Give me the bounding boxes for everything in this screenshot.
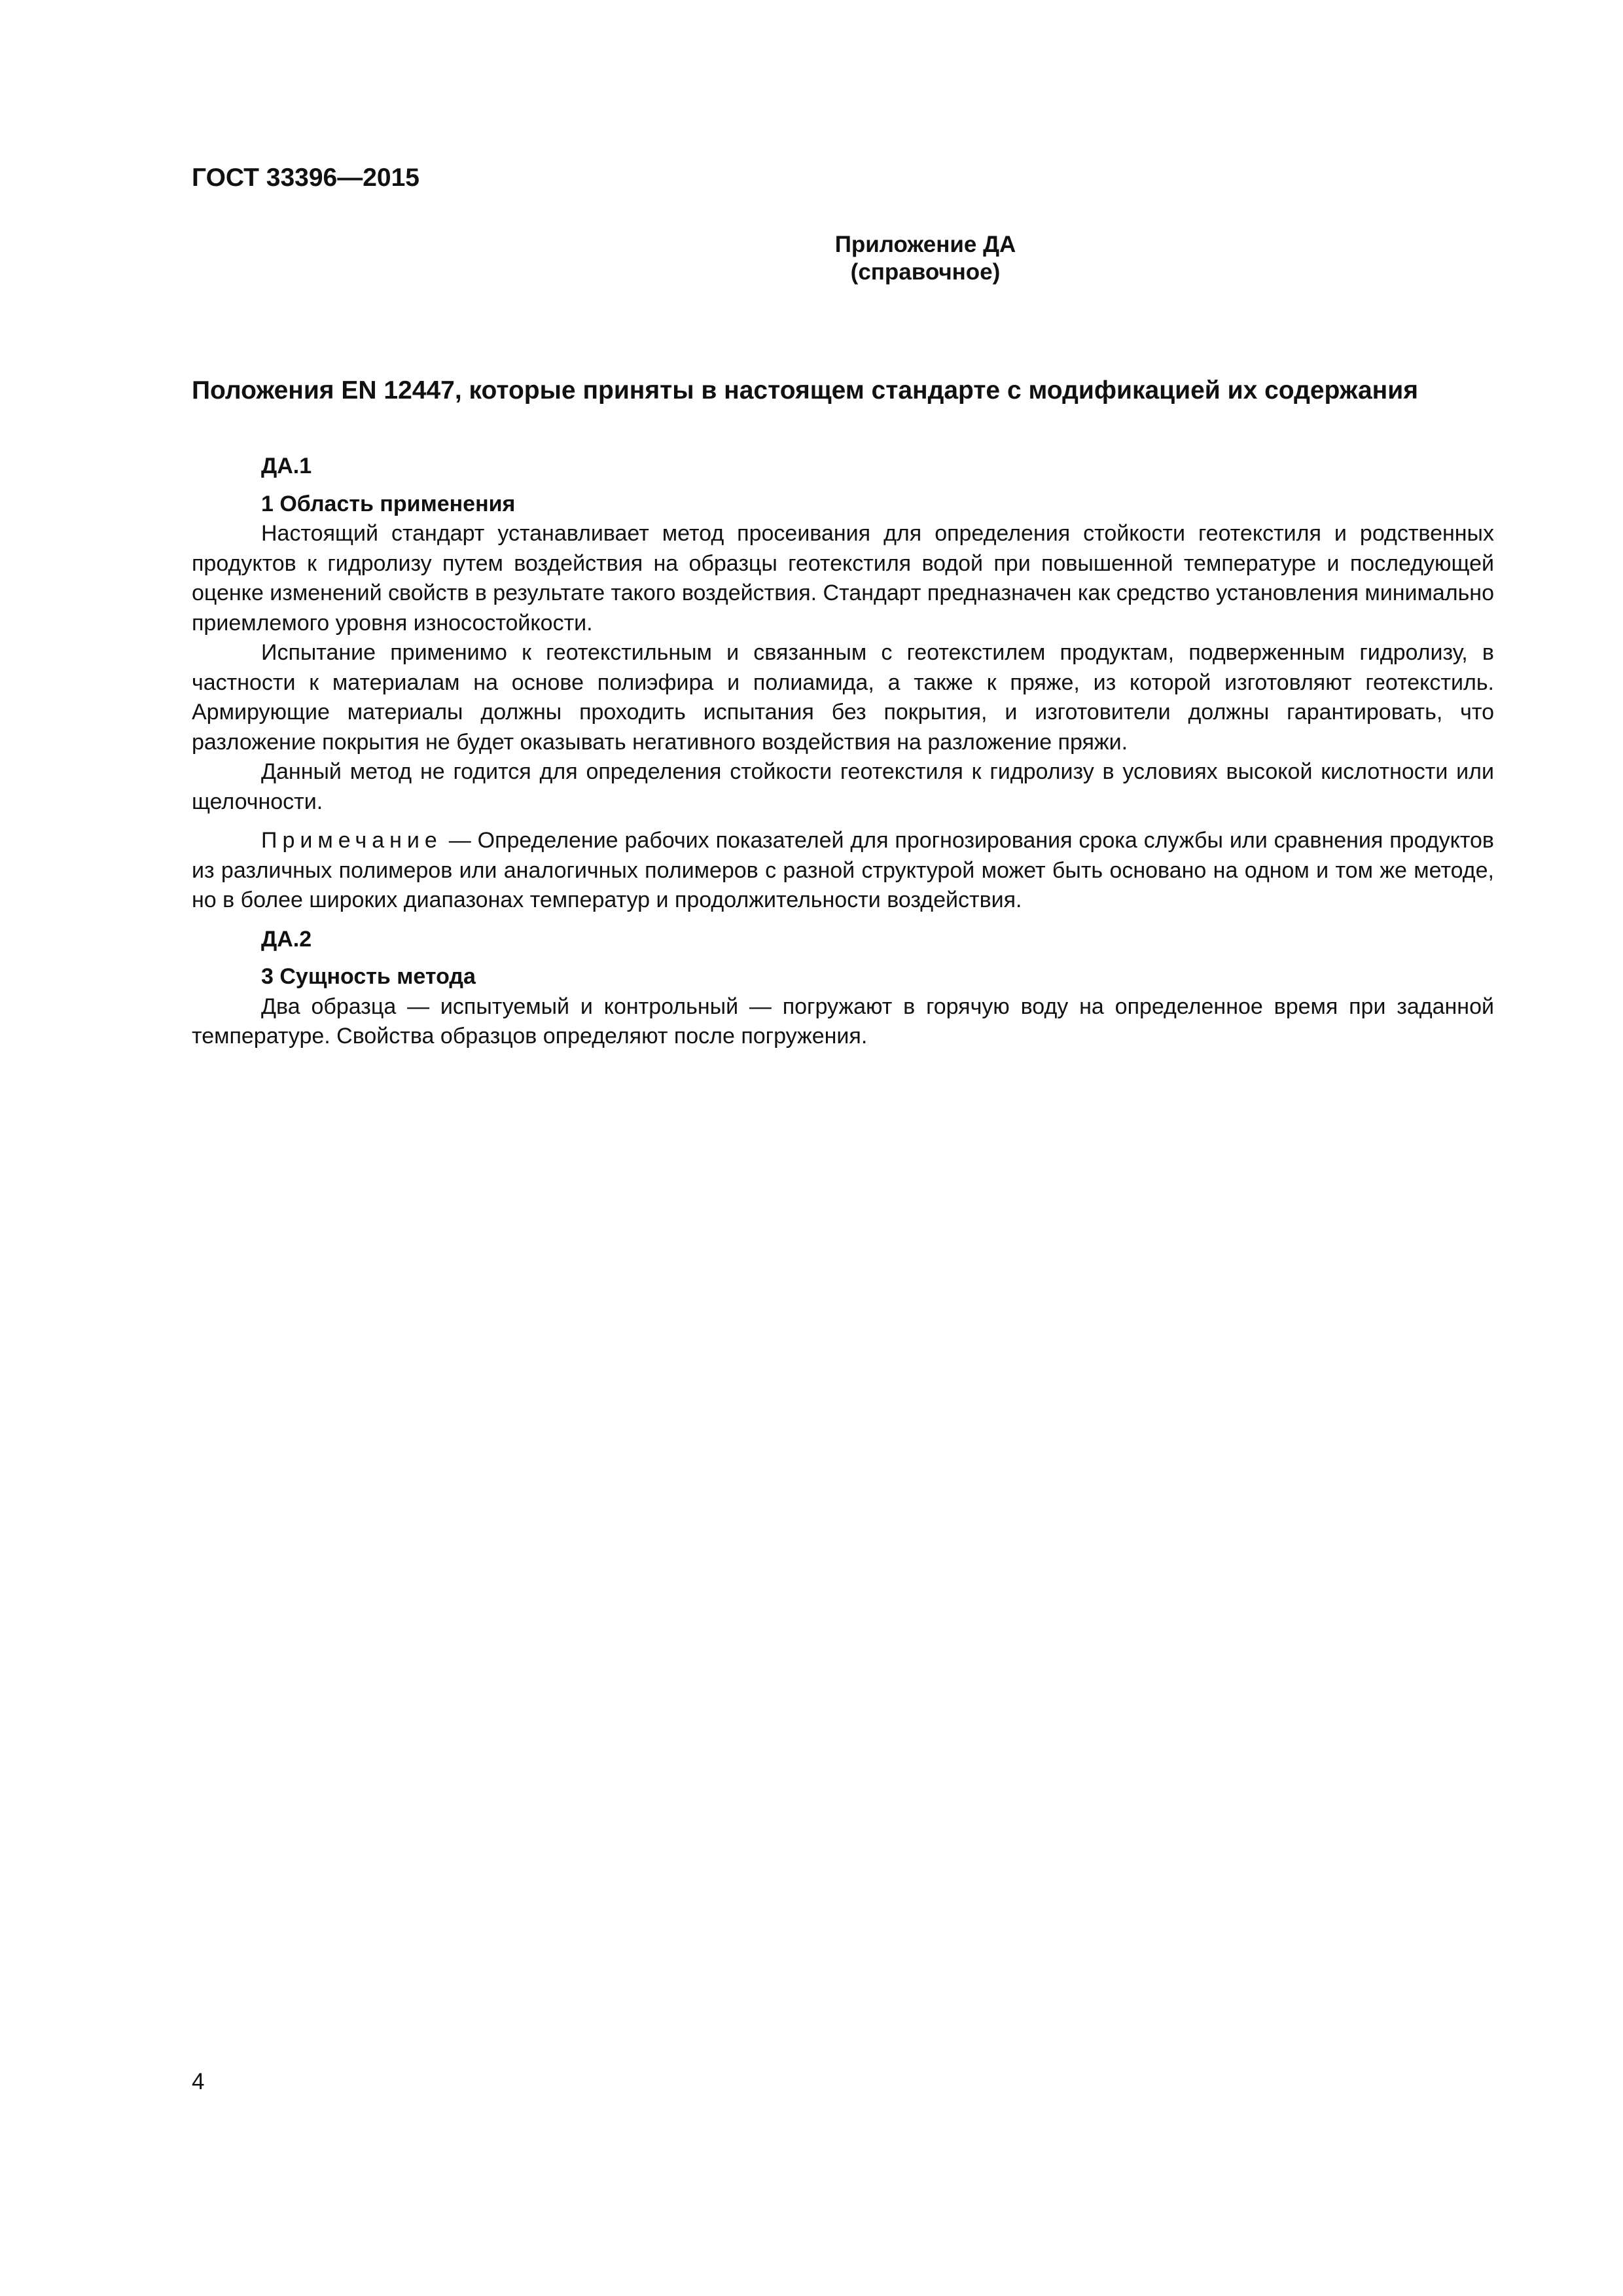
note-paragraph: [192, 826, 1494, 916]
paragraph: Данный метод не годится для определения стойкости геотекстиля к гидролизу в условиях высокой кислотности или щелочности.: [192, 759, 1494, 814]
clause-title-scope: 1 Область применения: [261, 491, 516, 516]
paragraph: Испытание применимо к геотекстильным и связанным с геотекстилем продуктам, подверженным гидролизу, в частности к материалам на основе полиэфира и полиамида, а также к пряже, из которой изготовляют геотекстиль. Армирующие материалы должны проходить испытания без покрытия, и изготовители должны гарантировать, что разложение покрытия не будет оказывать негативного воздействия на разложение пряжи.: [192, 640, 1494, 755]
paragraph: Настоящий стандарт устанавливает метод просеивания для определения стойкости геотекстиля и родственных продуктов к гидролизу путем воздействия на образцы геотекстиля водой при повышенной температуре и последующей оценке изменений свойств в результате такого воздействия. Стандарт предназначен как средство установления минимально приемлемого уровня износостойкости.: [192, 521, 1494, 636]
clause-label-da1: ДА.1: [261, 454, 312, 478]
appendix-title: Приложение ДА: [834, 232, 1016, 257]
note-text: — Определение рабочих показателей для прогнозирования срока службы или сравнения продуктов из различных полимеров или аналогичных полимеров с разной структурой может быть основано на одном и том же методе, но в более широких диапазонах температур и продолжительности воздействия.: [192, 828, 1494, 912]
document-body: [192, 452, 1494, 1052]
page-number: 4: [192, 2069, 205, 2094]
section-heading: Положения EN 12447, которые приняты в настоящем стандарте с модификацией их содержания: [192, 376, 1418, 404]
clause-title-method: 3 Сущность метода: [261, 964, 476, 989]
appendix-heading: [654, 231, 1196, 286]
note-label: Примечание: [261, 828, 442, 853]
appendix-status: (справочное): [850, 259, 1001, 285]
paragraph: Два образца — испытуемый и контрольный — погружают в горячую воду на определенное время при заданной температуре. Свойства образцов определяют после погружения.: [192, 994, 1494, 1049]
document-code: ГОСТ 33396—2015: [192, 164, 419, 192]
clause-label-da2: ДА.2: [261, 926, 312, 952]
